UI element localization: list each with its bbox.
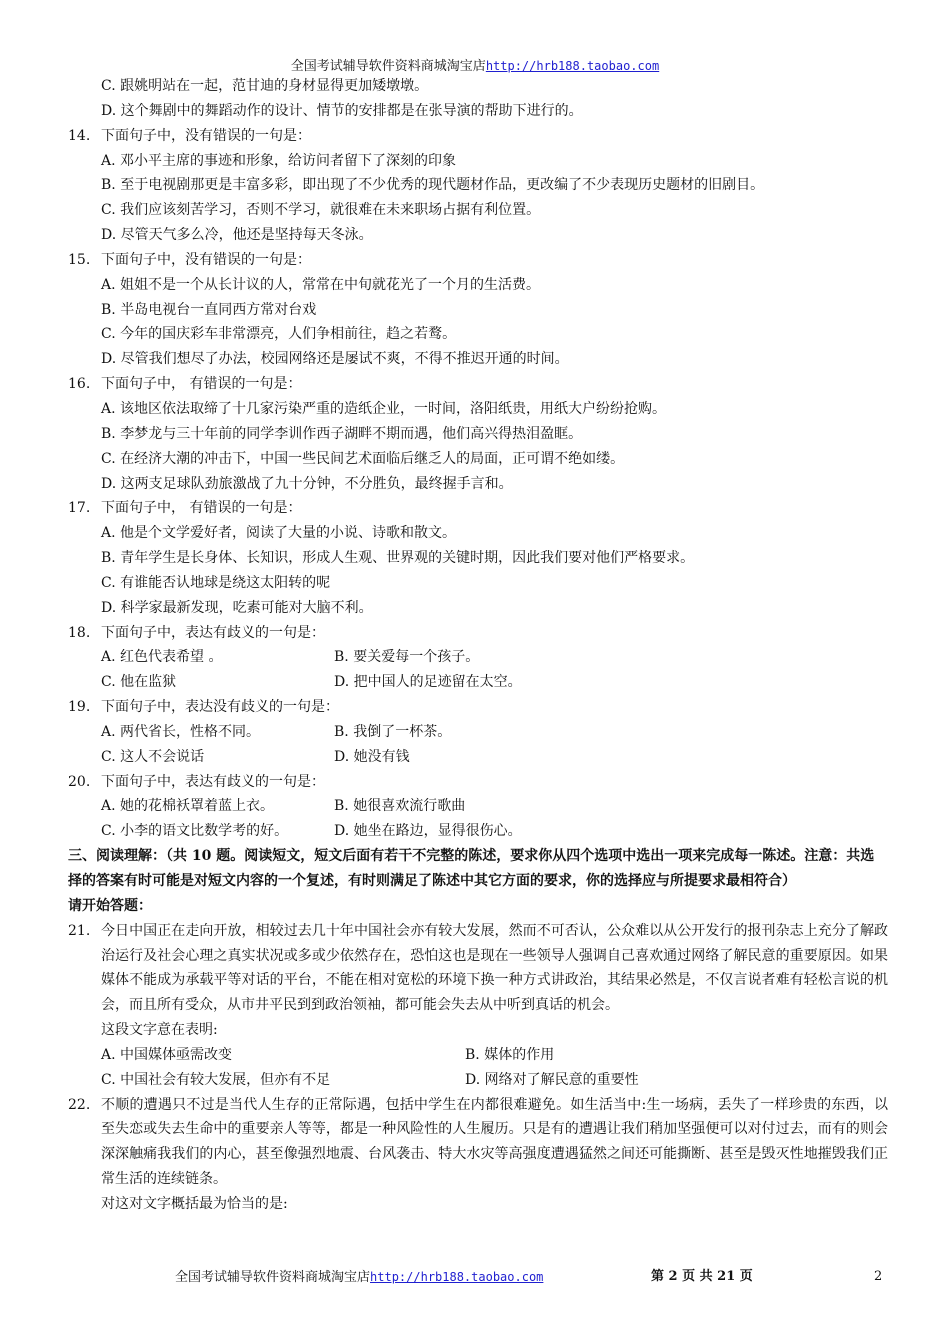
option-d: D. 网络对了解民意的重要性 [465,1071,639,1088]
question-number: 17. [68,500,91,517]
option-line: A. 他是个文学爱好者，阅读了大量的小说、诗歌和散文。 [101,525,457,542]
option-line: C. 在经济大潮的冲击下，中国一些民间艺术面临后继乏人的局面，正可谓不绝如缕。 [101,450,625,467]
question-number: 22. [68,1096,91,1113]
option-line: D. 科学家最新发现，吃素可能对大脑不利。 [101,599,373,616]
question-number: 15. [68,251,91,268]
option-line: D. 尽管天气多么冷，他还是坚持每天冬泳。 [101,227,373,244]
option-line: B. 李梦龙与三十年前的同学李训作西子湖畔不期而遇，他们高兴得热泪盈眶。 [101,425,583,442]
question-17 [68,496,888,521]
option-d: D. 把中国人的足迹留在太空。 [334,674,522,691]
document-body [68,74,888,1217]
question-stem: 下面句子中， 有错误的一句是： [101,500,302,517]
option-c: C. 中国社会有较大发展，但亦有不足 [101,1071,331,1088]
question-number: 19. [68,699,91,716]
option-a: A. 她的花棉袄罩着蓝上衣。 [101,798,275,815]
question-number: 14. [68,127,91,144]
question-stem: 下面句子中，没有错误的一句是： [101,251,311,268]
option-line: B. 半岛电视台一直同西方常对台戏 [101,301,317,318]
header-text: 全国考试辅导软件资料商城淘宝店 [290,59,486,74]
question-number: 21. [68,922,91,939]
header-link[interactable]: http://hrb188.taobao.com [485,59,660,73]
question-stem: 下面句子中，表达有歧义的一句是： [101,773,325,790]
question-number: 18. [68,624,91,641]
option-row [68,819,888,844]
option-row [68,794,888,819]
option-b: B. 媒体的作用 [465,1046,555,1063]
option-row [68,645,888,670]
option-a: A. 两代省长，性格不同。 [101,723,261,740]
question-number: 20. [68,773,91,790]
option-row [68,670,888,695]
question-22 [68,1093,888,1192]
option-line: A. 邓小平主席的事迹和形象，给访问者留下了深刻的印象 [101,152,457,169]
option-a: A. 中国媒体亟需改变 [101,1046,233,1063]
option-line: C. 今年的国庆彩车非常漂亮，人们争相前往，趋之若鹜。 [101,326,457,343]
section-heading: 三、阅读理解：（共 10 题。阅读短文，短文后面有若干不完整的陈述，要求你从四个选项中选出一项来完成每一陈述。注意：共选择的答案有时可能是对短文内容的一个复述，有时则满足了陈述中其它方面的要求，你的选择应与所提要求最相符合） [68,848,875,889]
option-c: C. 他在监狱 [101,674,177,691]
question-21 [68,919,888,1018]
option-line: B. 青年学生是长身体、长知识，形成人生观、世界观的关键时期，因此我们要对他们严格要求。 [101,550,695,567]
option-line: D. 这两支足球队劲旅激战了九十分钟，不分胜负，最终握手言和。 [101,475,513,492]
option-row [68,720,888,745]
option-line: D. 这个舞剧中的舞蹈动作的设计、情节的安排都是在张导演的帮助下进行的。 [101,102,583,119]
option-d: D. 她没有钱 [334,748,410,765]
footer-link[interactable]: http://hrb188.taobao.com [370,1270,544,1284]
option-row [68,1068,888,1093]
option-line: C. 跟姚明站在一起，范甘迪的身材显得更加矮墩墩。 [101,78,429,94]
option-line: C. 我们应该刻苦学习，否则不学习，就很难在未来职场占据有利位置。 [101,202,541,219]
question-14 [68,124,888,149]
question-stem: 下面句子中，表达没有歧义的一句是： [101,699,339,716]
question-stem: 下面句子中， 有错误的一句是： [101,376,302,393]
question-18 [68,621,888,646]
page-info: 第 2 页 共 21 页 [651,1269,753,1284]
option-c: C. 小李的语文比数学考的好。 [101,823,289,840]
option-row [68,745,888,770]
question-prompt: 对这对文字概括最为恰当的是: [101,1195,288,1212]
start-instruction: 请开始答题： [68,897,152,914]
option-b: B. 她很喜欢流行歌曲 [334,798,466,815]
page-number: 2 [874,1269,883,1284]
option-line: A. 姐姐不是一个从长计议的人，常常在中旬就花光了一个月的生活费。 [101,276,541,293]
question-15 [68,248,888,273]
question-stem: 下面句子中，表达有歧义的一句是： [101,624,325,641]
option-line: B. 至于电视剧那更是丰富多彩，即出现了不少优秀的现代题材作品，更改编了不少表现历史题材的旧剧目。 [101,177,765,194]
passage-text: 今日中国正在走向开放，相较过去几十年中国社会亦有较大发展，然而不可否认，公众难以从公开发行的报刊杂志上充分了解政治运行及社会心理之真实状况或多或少依然存在，恐怕这也是现在一些领导人强调自己喜欢通过网络了解民意的重要原因。如果媒体不能成为承载平等对话的平台，不能在相对宽松的环境下换一种方式讲政治，其结果必然是，不仅言说者难有轻松言说的机会，而且所有受众，从市井平民到到政治领袖，都可能会失去从中听到真话的机会。 [101,922,888,1014]
option-c: C. 这人不会说话 [101,748,205,765]
footer-site [175,1268,543,1287]
passage-text: 不顺的遭遇只不过是当代人生存的正常际遇，包括中学生在内都很难避免。如生活当中:生一场病，丢失了一样珍贵的东西，以至失恋或失去生命中的重要亲人等等，都是一种风险性的人生履历。只是有的遭遇让我们稍加坚强便可以对付过去，而有的则会深深触痛我我们的内心，甚至像强烈地震、台风袭击、特大水灾等高强度遭遇猛然之间还可能撕断、甚至是毁灭性地摧毁我们正常生活的连续链条。 [101,1096,888,1188]
question-19 [68,695,888,720]
option-b: B. 我倒了一杯茶。 [334,723,452,740]
question-prompt: 这段文字意在表明: [101,1022,218,1039]
option-line: C. 有谁能否认地球是绕这太阳转的呢 [101,574,331,591]
option-line: D. 尽管我们想尽了办法，校园网络还是屡试不爽，不得不推迟开通的时间。 [101,351,569,368]
option-row [68,1043,888,1068]
question-20 [68,770,888,795]
option-line: A. 该地区依法取缔了十几家污染严重的造纸企业，一时间，洛阳纸贵，用纸大户纷纷抢购。 [101,400,667,417]
question-16 [68,372,888,397]
option-d: D. 她坐在路边，显得很伤心。 [334,823,522,840]
option-b: B. 要关爱每一个孩子。 [334,649,480,666]
question-number: 16. [68,376,91,393]
option-a: A. 红色代表希望 。 [101,649,223,666]
footer-text: 全国考试辅导软件资料商城淘宝店 [175,1270,371,1285]
question-stem: 下面句子中，没有错误的一句是： [101,127,311,144]
